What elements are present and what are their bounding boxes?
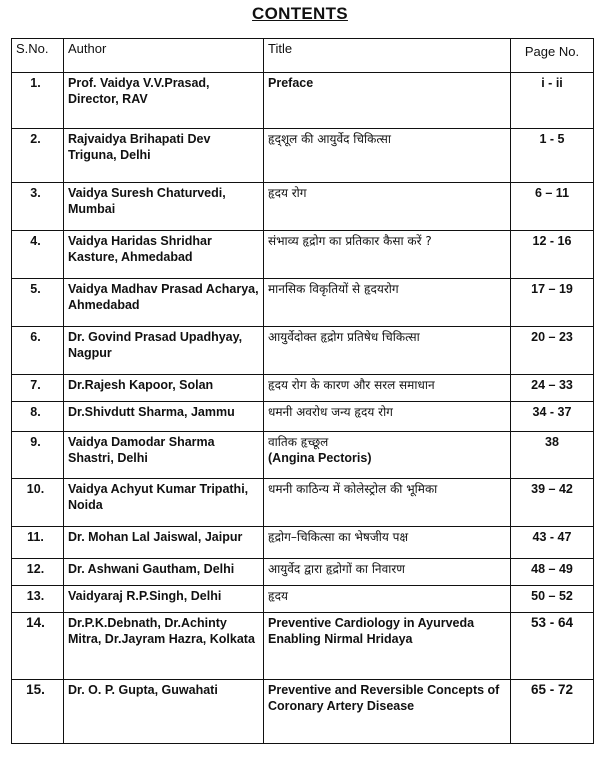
row-author: Dr. Mohan Lal Jaiswal, Jaipur bbox=[64, 527, 264, 559]
table-row bbox=[12, 613, 594, 680]
row-title: हृद्रोग–चिकित्सा का भेषजीय पक्ष bbox=[264, 527, 511, 559]
row-page: i - ii bbox=[511, 73, 594, 129]
row-sno: 15. bbox=[12, 680, 64, 744]
row-title: Preventive Cardiology in Ayurveda Enabling Nirmal Hridaya bbox=[264, 613, 511, 680]
row-author: Dr. Govind Prasad Upadhyay, Nagpur bbox=[64, 327, 264, 375]
table-row bbox=[12, 129, 594, 183]
row-title bbox=[264, 432, 511, 479]
row-sno: 6. bbox=[12, 327, 64, 375]
row-title-english: (Angina Pectoris) bbox=[268, 451, 372, 465]
row-author: Prof. Vaidya V.V.Prasad, Director, RAV bbox=[64, 73, 264, 129]
row-page: 53 - 64 bbox=[511, 613, 594, 680]
row-title: हृदय bbox=[264, 586, 511, 613]
table-row bbox=[12, 375, 594, 402]
table-row bbox=[12, 479, 594, 527]
row-title: आयुर्वेद द्वारा हृद्रोगों का निवारण bbox=[264, 559, 511, 586]
row-title: Preface bbox=[264, 73, 511, 129]
row-page: 1 - 5 bbox=[511, 129, 594, 183]
table-row bbox=[12, 279, 594, 327]
row-title-hindi: वातिक हृच्छूल bbox=[268, 435, 329, 449]
row-sno: 2. bbox=[12, 129, 64, 183]
row-author: Dr.Shivdutt Sharma, Jammu bbox=[64, 402, 264, 432]
row-sno: 5. bbox=[12, 279, 64, 327]
row-page: 43 - 47 bbox=[511, 527, 594, 559]
table-row bbox=[12, 559, 594, 586]
table-row bbox=[12, 231, 594, 279]
row-author: Dr. Ashwani Gautham, Delhi bbox=[64, 559, 264, 586]
row-author: Dr.Rajesh Kapoor, Solan bbox=[64, 375, 264, 402]
table-row bbox=[12, 402, 594, 432]
row-sno: 4. bbox=[12, 231, 64, 279]
row-page: 24 – 33 bbox=[511, 375, 594, 402]
page-title: CONTENTS bbox=[252, 4, 348, 23]
table-row bbox=[12, 327, 594, 375]
row-sno: 9. bbox=[12, 432, 64, 479]
row-sno: 8. bbox=[12, 402, 64, 432]
row-title: धमनी काठिन्य में कोलेस्ट्रोल की भूमिका bbox=[264, 479, 511, 527]
row-page: 17 – 19 bbox=[511, 279, 594, 327]
row-page: 65 - 72 bbox=[511, 680, 594, 744]
table-row bbox=[12, 586, 594, 613]
header-sno: S.No. bbox=[12, 39, 64, 73]
row-author: Dr. O. P. Gupta, Guwahati bbox=[64, 680, 264, 744]
row-sno: 14. bbox=[12, 613, 64, 680]
row-sno: 10. bbox=[12, 479, 64, 527]
table-row bbox=[12, 527, 594, 559]
header-title: Title bbox=[264, 39, 511, 73]
header-row bbox=[12, 39, 594, 73]
row-title: हृदय रोग के कारण और सरल समाधान bbox=[264, 375, 511, 402]
row-title: मानसिक विकृतियों से हृदयरोग bbox=[264, 279, 511, 327]
row-page: 20 – 23 bbox=[511, 327, 594, 375]
table-row bbox=[12, 73, 594, 129]
row-title: संभाव्य हृद्रोग का प्रतिकार कैसा करें ? bbox=[264, 231, 511, 279]
header-author: Author bbox=[64, 39, 264, 73]
row-sno: 3. bbox=[12, 183, 64, 231]
row-page: 50 – 52 bbox=[511, 586, 594, 613]
table-row bbox=[12, 183, 594, 231]
row-page: 38 bbox=[511, 432, 594, 479]
row-title: हृदय रोग bbox=[264, 183, 511, 231]
row-author: Vaidyaraj R.P.Singh, Delhi bbox=[64, 586, 264, 613]
table-row bbox=[12, 680, 594, 744]
row-title: धमनी अवरोध जन्य हृदय रोग bbox=[264, 402, 511, 432]
row-title: आयुर्वेदोक्त हृद्रोग प्रतिषेध चिकित्सा bbox=[264, 327, 511, 375]
row-author: Vaidya Madhav Prasad Acharya, Ahmedabad bbox=[64, 279, 264, 327]
row-sno: 7. bbox=[12, 375, 64, 402]
row-sno: 13. bbox=[12, 586, 64, 613]
row-author: Rajvaidya Brihapati Dev Triguna, Delhi bbox=[64, 129, 264, 183]
row-author: Vaidya Achyut Kumar Tripathi, Noida bbox=[64, 479, 264, 527]
row-page: 12 - 16 bbox=[511, 231, 594, 279]
row-page: 48 – 49 bbox=[511, 559, 594, 586]
row-page: 6 – 11 bbox=[511, 183, 594, 231]
header-page: Page No. bbox=[511, 39, 594, 73]
row-author: Vaidya Suresh Chaturvedi, Mumbai bbox=[64, 183, 264, 231]
row-sno: 11. bbox=[12, 527, 64, 559]
row-author: Vaidya Haridas Shridhar Kasture, Ahmedabad bbox=[64, 231, 264, 279]
row-author: Dr.P.K.Debnath, Dr.Achinty Mitra, Dr.Jayram Hazra, Kolkata bbox=[64, 613, 264, 680]
row-sno: 12. bbox=[12, 559, 64, 586]
row-author: Vaidya Damodar Sharma Shastri, Delhi bbox=[64, 432, 264, 479]
table-row bbox=[12, 432, 594, 479]
row-title: Preventive and Reversible Concepts of Coronary Artery Disease bbox=[264, 680, 511, 744]
row-page: 34 - 37 bbox=[511, 402, 594, 432]
row-page: 39 – 42 bbox=[511, 479, 594, 527]
row-sno: 1. bbox=[12, 73, 64, 129]
row-title: हृद्शूल की आयुर्वेद चिकित्सा bbox=[264, 129, 511, 183]
contents-table bbox=[11, 38, 594, 744]
